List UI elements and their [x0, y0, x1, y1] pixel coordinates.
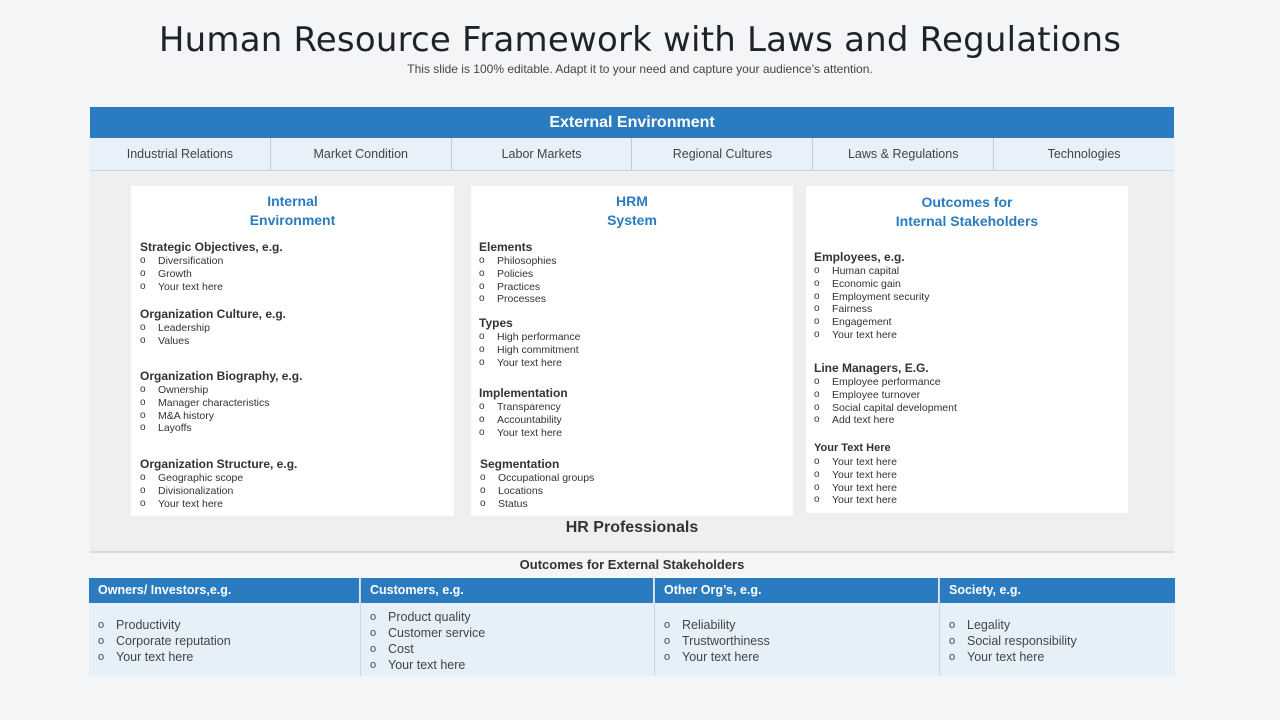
hrm-section	[479, 240, 801, 306]
slide-title: Human Resource Framework with Laws and Regulations	[158, 20, 1122, 60]
external-factor: Industrial Relations	[90, 138, 271, 170]
hrm-section	[479, 316, 801, 369]
list-item: o Philosophies	[479, 255, 801, 268]
section-title: Implementation	[479, 386, 568, 400]
internal-section	[140, 369, 463, 435]
list-item: o Geographic scope	[140, 472, 463, 485]
external-stakeholders-heading: Outcomes for External Stakeholders	[519, 557, 745, 572]
list-item: o Cost	[370, 641, 485, 657]
column-header: Other Org’s, e.g.	[655, 578, 939, 603]
section-title: Your Text Here	[814, 442, 891, 454]
list-item: o High commitment	[479, 344, 801, 357]
list-item: o Processes	[479, 293, 801, 306]
column-header: Customers, e.g.	[361, 578, 654, 603]
list-item: o Add text here	[814, 414, 1136, 427]
list-item: o Legality	[949, 617, 1077, 633]
column-body	[664, 617, 770, 665]
section-title: Segmentation	[480, 457, 560, 471]
list-item: o Your text here	[814, 329, 1136, 342]
box-title-line: System	[607, 212, 657, 228]
list-item: o Your text here	[140, 498, 463, 511]
list-item: o Fairness	[814, 303, 1136, 316]
list-item: o Social capital development	[814, 402, 1136, 415]
stakeholder-column	[940, 578, 1175, 676]
list-item: o Ownership	[140, 384, 463, 397]
list-item: o Productivity	[98, 617, 231, 633]
section-title: Line Managers, E.G.	[814, 361, 929, 375]
list-item: o Your text here	[98, 649, 231, 665]
list-item: o Leadership	[140, 322, 463, 335]
box-title-line: Internal Stakeholders	[895, 213, 1039, 229]
list-item: o Values	[140, 335, 463, 348]
list-item: o Reliability	[664, 617, 770, 633]
section-divider	[90, 551, 1174, 553]
list-item: o Corporate reputation	[98, 633, 231, 649]
list-item: o Trustworthiness	[664, 633, 770, 649]
section-title: Organization Biography, e.g.	[140, 369, 303, 383]
box-title-line: HRM	[616, 193, 648, 209]
list-item: o Human capital	[814, 265, 1136, 278]
section-title: Organization Structure, e.g.	[140, 457, 298, 471]
list-item: o Customer service	[370, 625, 485, 641]
list-item: o Policies	[479, 268, 801, 281]
list-item: o Your text here	[949, 649, 1077, 665]
list-item: o Status	[480, 498, 802, 511]
external-factor: Technologies	[1047, 147, 1121, 161]
box-title-line: Internal	[267, 193, 318, 209]
list-item: o Social responsibility	[949, 633, 1077, 649]
list-item: o Your text here	[814, 456, 1136, 469]
column-body	[370, 609, 485, 673]
stakeholder-section	[814, 361, 1136, 427]
list-item: o Economic gain	[814, 278, 1136, 291]
list-item: o M&A history	[140, 410, 463, 423]
list-item: o Your text here	[814, 482, 1136, 495]
list-item: o Employee turnover	[814, 389, 1136, 402]
list-item: o Product quality	[370, 609, 485, 625]
external-factors-row	[90, 138, 1174, 171]
stakeholder-section	[814, 250, 1136, 342]
external-factor: Labor Markets	[452, 138, 633, 170]
external-environment-header: External Environment	[90, 107, 1174, 138]
stakeholder-column	[655, 578, 940, 676]
list-item: o Employment security	[814, 291, 1136, 304]
external-factor: Laws & Regulations	[813, 138, 994, 170]
list-item: o High performance	[479, 331, 801, 344]
hrm-system-box	[471, 186, 793, 516]
box-title-line: Outcomes for	[921, 194, 1013, 210]
section-title: Strategic Objectives, e.g.	[140, 240, 283, 254]
column-body	[949, 617, 1077, 665]
external-stakeholders-table	[89, 578, 1175, 676]
hr-professionals-label: HR Professionals	[565, 519, 699, 536]
column-header: Society, e.g.	[940, 578, 1175, 603]
list-item: o Your text here	[479, 357, 801, 370]
list-item: o Diversification	[140, 255, 463, 268]
column-header: Owners/ Investors,e.g.	[89, 578, 360, 603]
list-item: o Layoffs	[140, 422, 463, 435]
column-body	[98, 617, 231, 665]
list-item: o Occupational groups	[480, 472, 802, 485]
hrm-section	[480, 457, 802, 510]
list-item: o Engagement	[814, 316, 1136, 329]
list-item: o Locations	[480, 485, 802, 498]
list-item: o Your text here	[814, 469, 1136, 482]
section-title: Types	[479, 316, 513, 330]
section-title: Employees, e.g.	[814, 250, 905, 264]
list-item: o Your text here	[814, 494, 1136, 507]
stakeholder-column	[361, 578, 655, 676]
external-factor: Market Condition	[271, 138, 452, 170]
box-title-line: Environment	[249, 212, 336, 228]
list-item: o Accountability	[479, 414, 801, 427]
external-factor: Regional Cultures	[632, 138, 813, 170]
list-item: o Practices	[479, 281, 801, 294]
internal-environment-box	[131, 186, 454, 516]
stakeholder-section	[814, 441, 1136, 507]
list-item: o Employee performance	[814, 376, 1136, 389]
internal-section	[140, 457, 463, 510]
slide-subtitle: This slide is 100% editable. Adapt it to your need and capture your audience’s attention.	[407, 62, 873, 76]
list-item: o Manager characteristics	[140, 397, 463, 410]
section-title: Organization Culture, e.g.	[140, 307, 287, 321]
internal-section	[140, 240, 463, 293]
list-item: o Divisionalization	[140, 485, 463, 498]
list-item: o Your text here	[140, 281, 463, 294]
stakeholder-column	[89, 578, 361, 676]
list-item: o Growth	[140, 268, 463, 281]
section-title: Elements	[479, 240, 533, 254]
list-item: o Your text here	[370, 657, 485, 673]
list-item: o Your text here	[479, 427, 801, 440]
internal-stakeholders-box	[806, 186, 1128, 513]
internal-section	[140, 307, 463, 348]
list-item: o Your text here	[664, 649, 770, 665]
list-item: o Transparency	[479, 401, 801, 414]
hrm-section	[479, 386, 801, 439]
